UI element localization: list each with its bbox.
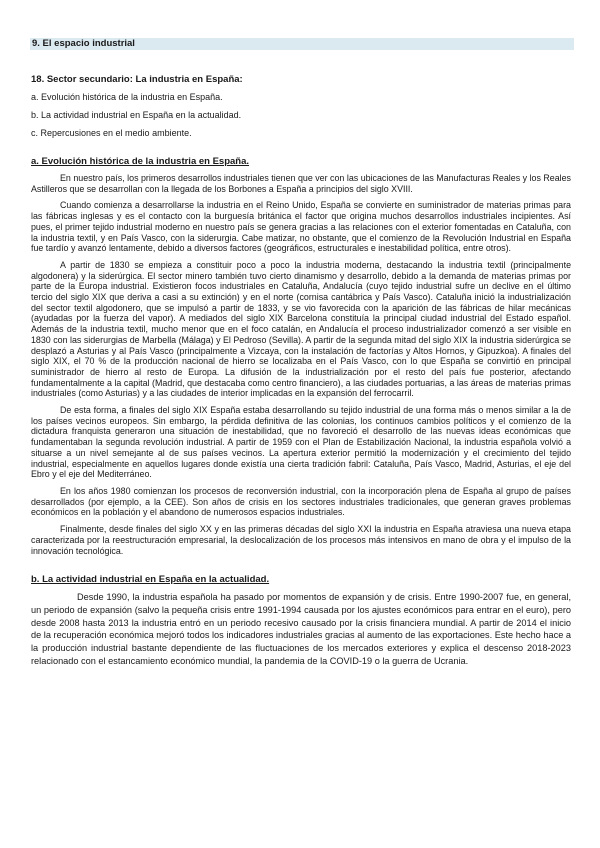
outline-item: a. Evolución histórica de la industria en España. xyxy=(31,92,223,102)
paragraph: En los años 1980 comienzan los procesos de reconversión industrial, con la incorporación plena de España al grupo de países desarrollados (por ejemplo, a la CEE). Son años de crisis en los sectores industriales tradicionales, que generan graves problemas económicos en la población y el abandono de numerosos espacios industriales. xyxy=(31,485,571,518)
section-a-heading: a. Evolución histórica de la industria en España. xyxy=(31,156,250,167)
outline-item: b. La actividad industrial en España en la actualidad. xyxy=(31,110,242,120)
unit-title: 18. Sector secundario: La industria en España: xyxy=(31,74,243,85)
paragraph: Desde 1990, la industria española ha pasado por momentos de expansión y de crisis. Entre 1990-2007 fue, en general, un periodo de expansión (salvo la pequeña crisis entre 1991-1994 causada por los ajustes económicos para entrar en el euro), pero desde 2008 hasta 2013 la industria entró en un periodo recesivo causado por la crisis financiera mundial. A partir de 2014 el inicio de la recuperación económica mejoró todos los indicadores industriales gracias al aumento de las exportaciones. Este hecho hace a la producción industrial bastante dependiente de las fluctuaciones de los mercados exteriores y explica el descenso 2018-2023 relacionado con el estancamiento económico mundial, la pandemia de la COVID-19 o la guerra de Ucrania. xyxy=(31,592,571,666)
chapter-title: 9. El espacio industrial xyxy=(30,38,574,50)
section-b-body xyxy=(31,591,571,667)
paragraph: Cuando comienza a desarrollarse la industria en el Reino Unido, España se convierte en suministrador de materias primas para las fábricas inglesas y es el contacto con la burguesía británica el factor que origina muchos desarrollos industriales incipientes. Así pues, el primer tejido industrial moderno en nuestro país se genera gracias a las relaciones con el exterior fomentadas en Cataluña, con la industria textil, y en País Vasco, con la siderurgia. Cabe matizar, no obstante, que el comienzo de la Revolución Industrial en España fue tardío y avanzó lentamente, debido a diversos factores (geográficos, estructurales e inestabilidad política, entre otros). xyxy=(31,200,571,254)
paragraph: En nuestro país, los primeros desarrollos industriales tienen que ver con las ubicaciones de las Manufacturas Reales y los Reales Astilleros que se desarrollan con la llegada de los Borbones a España a principios del siglo XVIII. xyxy=(31,173,571,194)
paragraph: Finalmente, desde finales del siglo XX y en las primeras décadas del siglo XXI la industria en España atraviesa una nueva etapa caracterizada por la reestructuración empresarial, la deslocalización de los procesos más intensivos en mano de obra y el impulso de la innovación tecnológica. xyxy=(31,524,571,556)
section-b-heading: b. La actividad industrial en España en la actualidad. xyxy=(31,574,270,586)
outline-item: c. Repercusiones en el medio ambiente. xyxy=(31,128,192,138)
paragraph: De esta forma, a finales del siglo XIX España estaba desarrollando su tejido industrial de una forma más o menos similar a la de los países vecinos europeos. Sin embargo, la pérdida definitiva de las colonias, los continuos cambios políticos y el comienzo de la dictadura franquista generaron una situación de inestabilidad, que no favoreció el desarrollo de las nuevas ideas económicas que fundamentaban la segunda revolución industrial. A partir de 1959 con el Plan de Estabilización Nacional, la industria española volvió a situarse a un nivel semejante al de sus países vecinos. La apertura exterior permitió la modernización y el crecimiento del tejido industrial, especialmente en aquellos lugares donde existía una cierta tradición fabril: Cataluña, País Vasco, Madrid, Asturias, el eje del Ebro y el eje del Mediterráneo. xyxy=(31,405,571,480)
document-body xyxy=(31,60,571,673)
paragraph: A partir de 1830 se empieza a constituir poco a poco la industria moderna, destacando la industria textil (principalmente algodonera) y la siderúrgica. El sector minero también tuvo cierto dinamismo y desarrollo, debido a la demanda de materias primas por parte de la Europa industrial. Existieron focos industriales en Cataluña, Andalucía (cuyo tejido industrial sufre un declive en el último tercio del siglo XIX que deriva a casi a su extinción) y en el norte (cornisa cantábrica y País Vasco). Cataluña inició la industrialización del sector textil algodonero, que se impulsó a partir de 1833, y se vio favorecida con la aparición de las fábricas de hilar mecánicas (ayudadas por la fuerza del vapor). A mediados del siglo XIX Barcelona constituía la principal ciudad industrial del Estado español. Además de la industria textil, mucho menor que en el foco catalán, en Andalucía el proceso industrializador comenzó a ser visible en 1830 con las siderurgias de Marbella (Málaga) y El Pedroso (Sevilla). A partir de la segunda mitad del siglo XIX la industria siderúrgica se desplazó a Asturias y al País Vasco (principalmente a Vizcaya, con la instalación de factorías y Altos Hornos, y Gipuzkoa). A finales del siglo XIX, el 70 % de la producción nacional de hierro se localizaba en el País Vasco, con lo que España se convirtió en principal suministrador de hierro al resto de Europa. La difusión de la industrialización por el resto del país fue posterior, afectando fundamentalmente a la capital (Madrid, que destacaba como centro financiero), a las ciudades portuarias, a las áreas de materias primas industriales (como Asturias) y a las ciudades de interior implicadas en la expansión del ferrocarril. xyxy=(31,259,571,399)
